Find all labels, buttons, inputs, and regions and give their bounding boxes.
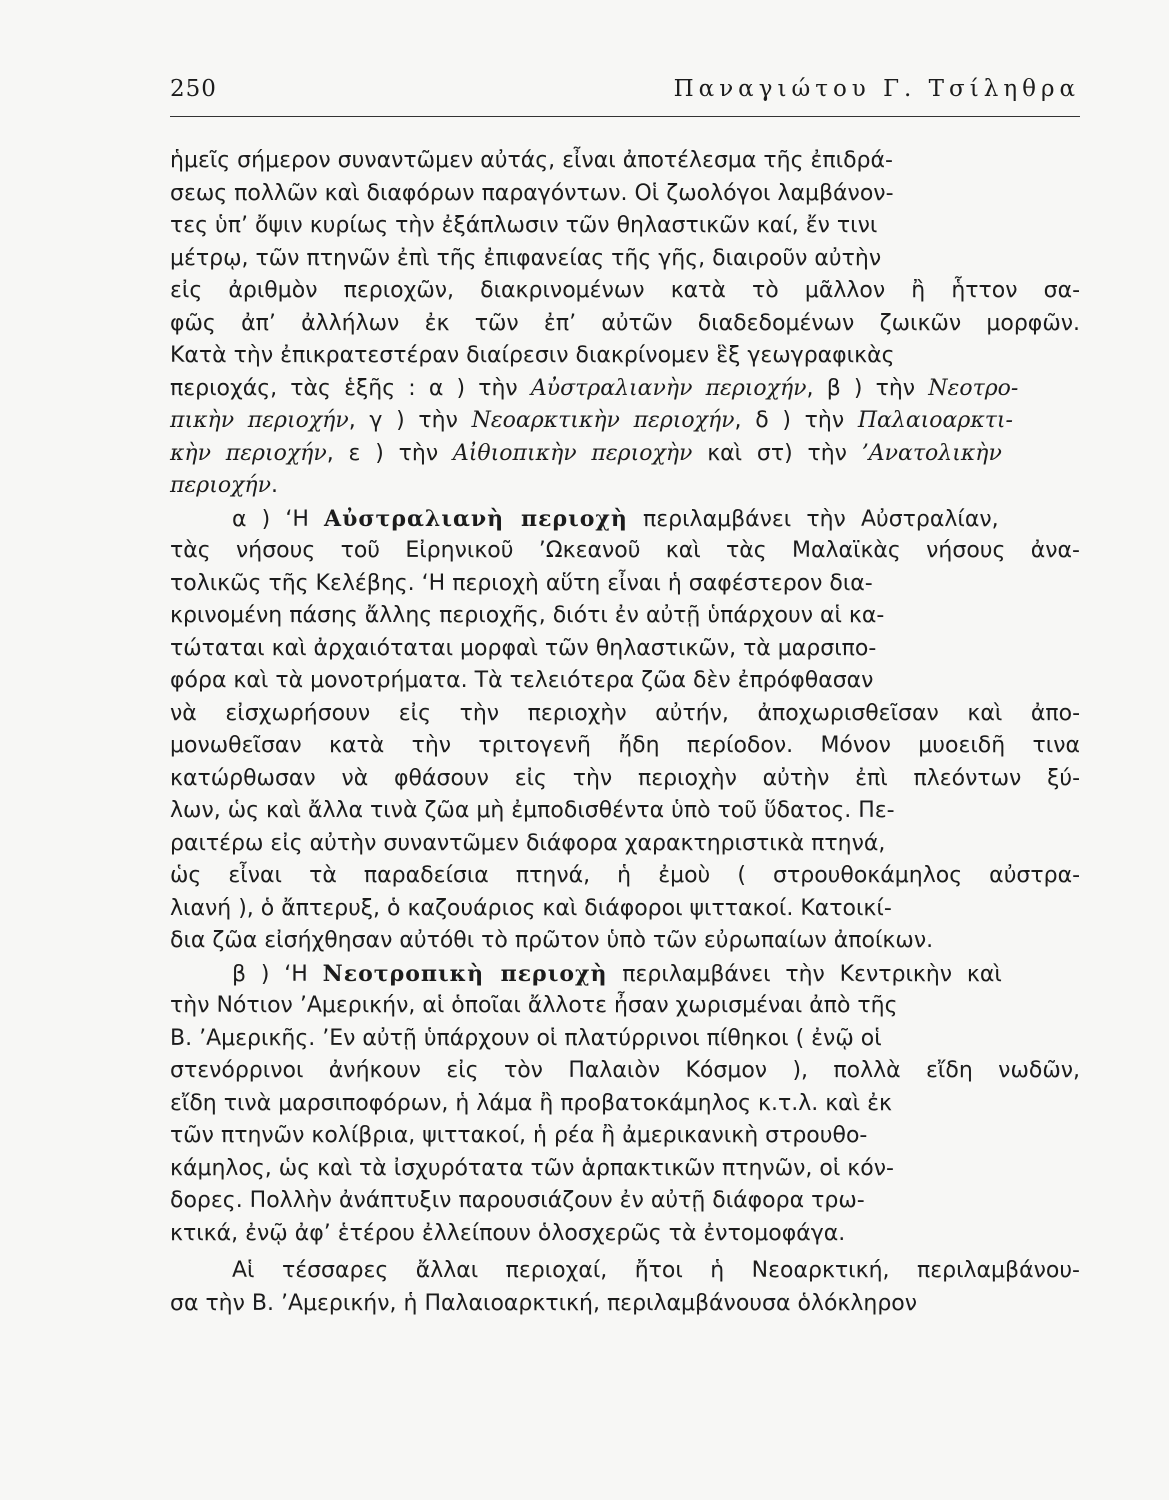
text-line: φῶς ἀπ’ ἀλλήλων ἐκ τῶν ἐπ’ αὐτῶν διαδεδομένων ζωικῶν μορφῶν. (170, 310, 1081, 336)
text-line: ὡς εἶναι τὰ παραδείσια πτηνά, ἡ ἐμοὺ ( στρουθοκάμηλος αὐστρα- (170, 863, 1081, 888)
region-name-palearctic-cont: κὴν περιοχήν (170, 440, 327, 466)
text-line: λιανή ), ὁ ἄπτερυξ, ὁ καζουάριος καὶ διάφοροι ψιττακοί. Κατοικί- (170, 895, 892, 921)
header-rule (170, 116, 1080, 117)
text-line: κατώρθωσαν νὰ φθάσουν εἰς τὴν περιοχὴν αὐτὴν ἐπὶ πλεόντων ξύ- (170, 765, 1081, 791)
section-term-neotropical: Νεοτροπικὴ περιοχὴ (322, 960, 608, 987)
region-name-oriental-cont: περιοχήν (170, 473, 271, 498)
text-line: νὰ εἰσχωρήσουν εἰς τὴν περιοχὴν αὐτήν, ἀποχωρισθεῖσαν καὶ ἀπο- (170, 700, 1081, 726)
text-line: τώταται καὶ ἀρχαιόταται μορφαὶ τῶν θηλαστικῶν, τὰ μαρσιπο- (170, 635, 877, 661)
list-text: . (270, 473, 278, 498)
region-name-neotropical-cont: πικὴν περιοχήν (170, 408, 349, 433)
paragraph-text: περιλαμβάνει τὴν Κεντρικὴν καὶ (607, 961, 1002, 987)
text-line: στενόρρινοι ἀνήκουν εἰς τὸν Παλαιὸν Κόσμον ), πολλὰ εἴδη νωδῶν, (170, 1058, 1081, 1083)
text-line: δορες. Πολλὴν ἀνάπτυξιν παρουσιάζουν ἐν αὐτῇ διάφορα τρω- (170, 1188, 865, 1213)
paragraph-lead: β ) ‘Η (232, 961, 323, 987)
text-line: τολικῶς τῆς Κελέβης. ‘Η περιοχὴ αὕτη εἶναι ἡ σαφέστερον δια- (170, 570, 873, 596)
text-line: λων, ὡς καὶ ἄλλα τινὰ ζῶα μὴ ἐμποδισθέντα ὑπὸ τοῦ ὕδατος. Πε- (170, 798, 895, 823)
text-line: σα τὴν Β. ’Αμερικήν, ἡ Παλαιοαρκτική, περιλαμβάνουσα ὁλόκληρον (170, 1290, 918, 1316)
region-name-nearctic: Νεοαρκτικὴν περιοχήν (471, 408, 735, 433)
text-line: εἴδη τινὰ μαρσιποφόρων, ἡ λάμα ἢ προβατοκάμηλος κ.τ.λ. καὶ ἐκ (170, 1090, 892, 1116)
text-line: τῶν πτηνῶν κολίβρια, ψιττακοί, ἡ ρέα ἢ ἀμερικανικὴ στρουθο- (170, 1123, 868, 1148)
region-name-oriental: ’Ανατολικὴν (861, 440, 1002, 466)
region-list-line (170, 438, 1080, 471)
list-text: , γ ) τὴν (348, 408, 472, 433)
text-line: μέτρῳ, τῶν πτηνῶν ἐπὶ τῆς ἐπιφανείας τῆς γῆς, διαιροῦν αὐτὴν (170, 245, 882, 271)
text-line: δια ζῶα εἰσήχθησαν αὐτόθι τὸ πρῶτον ὑπὸ τῶν εὐρωπαίων ἀποίκων. (170, 928, 934, 953)
text-line: ραιτέρω εἰς αὐτὴν συναντῶμεν διάφορα χαρακτηριστικὰ πτηνά, (170, 830, 886, 856)
list-text: , ε ) τὴν (326, 440, 453, 466)
paragraph-beta-first-line (170, 958, 1080, 991)
section-term-australian: Αὐστραλιανὴ περιοχὴ (324, 505, 628, 532)
region-name-palearctic: Παλαιοαρκτι- (857, 408, 1013, 433)
list-text: περιοχάς, τὰς ἑξῆς : α ) τὴν (170, 375, 531, 401)
text-line: σεως πολλῶν καὶ διαφόρων παραγόντων. Οἱ ζωολόγοι λαμβάνον- (170, 180, 894, 206)
text-line: τὰς νήσους τοῦ Εἰρηνικοῦ ’Ωκεανοῦ καὶ τὰς Μαλαϊκὰς νήσους ἀνα- (170, 538, 1080, 563)
list-text: καὶ στ) τὴν (692, 440, 862, 466)
paragraph-lead: α ) ‘Η (232, 506, 324, 532)
text-line: εἰς ἀριθμὸν περιοχῶν, διακρινομένων κατὰ τὸ μᾶλλον ἢ ἧττον σα- (170, 278, 1081, 303)
region-list-line (170, 405, 1080, 438)
text-line: κάμηλος, ὡς καὶ τὰ ἰσχυρότατα τῶν ἁρπακτικῶν πτηνῶν, οἱ κόν- (170, 1155, 894, 1181)
list-text: , δ ) τὴν (734, 408, 858, 433)
text-line: τες ὑπ’ ὄψιν κυρίως τὴν ἐξάπλωσιν τῶν θηλαστικῶν καί, ἔν τινι (170, 213, 878, 238)
page-number: 250 (170, 76, 217, 102)
text-line: μονωθεῖσαν κατὰ τὴν τριτογενῆ ἤδη περίοδον. Μόνον μυοειδῆ τινα (170, 733, 1081, 758)
text-line: φόρα καὶ τὰ μονοτρήματα. Τὰ τελειότερα ζῶα δὲν ἐπρόφθασαν (170, 668, 874, 693)
paragraph-text: περιλαμβάνει τὴν Αὐστραλίαν, (627, 506, 999, 532)
region-name-neotropical: Νεοτρο- (928, 375, 1019, 401)
running-head: Παναγιώτου Γ. Τσίληθρα (673, 76, 1080, 102)
region-name-australian: Αὐστραλιανὴν περιοχήν (530, 375, 807, 401)
text-line: Αἱ τέσσαρες ἄλλαι περιοχαί, ἤτοι ἡ Νεοαρκτική, περιλαμβάνου- (232, 1258, 1080, 1283)
list-text: , β ) τὴν (806, 375, 929, 401)
page-header (170, 76, 1080, 116)
text-line: τὴν Νότιον ’Αμερικήν, αἱ ὁποῖαι ἄλλοτε ἦσαν χωρισμέναι ἀπὸ τῆς (170, 993, 898, 1018)
region-list-line (170, 373, 1080, 406)
region-list-line (170, 470, 1080, 503)
text-line: Κατὰ τὴν ἐπικρατεστέραν διαίρεσιν διακρίνομεν ἓξ γεωγραφικὰς (170, 343, 895, 368)
text-line: Β. ’Αμερικῆς. ’Εν αὐτῇ ὑπάρχουν οἱ πλατύρρινοι πίθηκοι ( ἐνῷ οἱ (170, 1025, 882, 1051)
text-line: κτικά, ἐνῷ ἀφ’ ἑτέρου ἐλλείπουν ὁλοσχερῶς τὰ ἐντομοφάγα. (170, 1220, 846, 1246)
text-line: ἡμεῖς σήμερον συναντῶμεν αὐτάς, εἶναι ἀποτέλεσμα τῆς ἐπιδρά- (170, 148, 893, 173)
region-name-ethiopian: Αἰθιοπικὴν περιοχὴν (452, 440, 693, 466)
text-line: κρινομένη πάσης ἄλλης περιοχῆς, διότι ἐν αὐτῇ ὑπάρχουν αἱ κα- (170, 603, 885, 628)
paragraph-alpha-first-line (170, 503, 1080, 536)
body-text (170, 145, 1080, 1320)
